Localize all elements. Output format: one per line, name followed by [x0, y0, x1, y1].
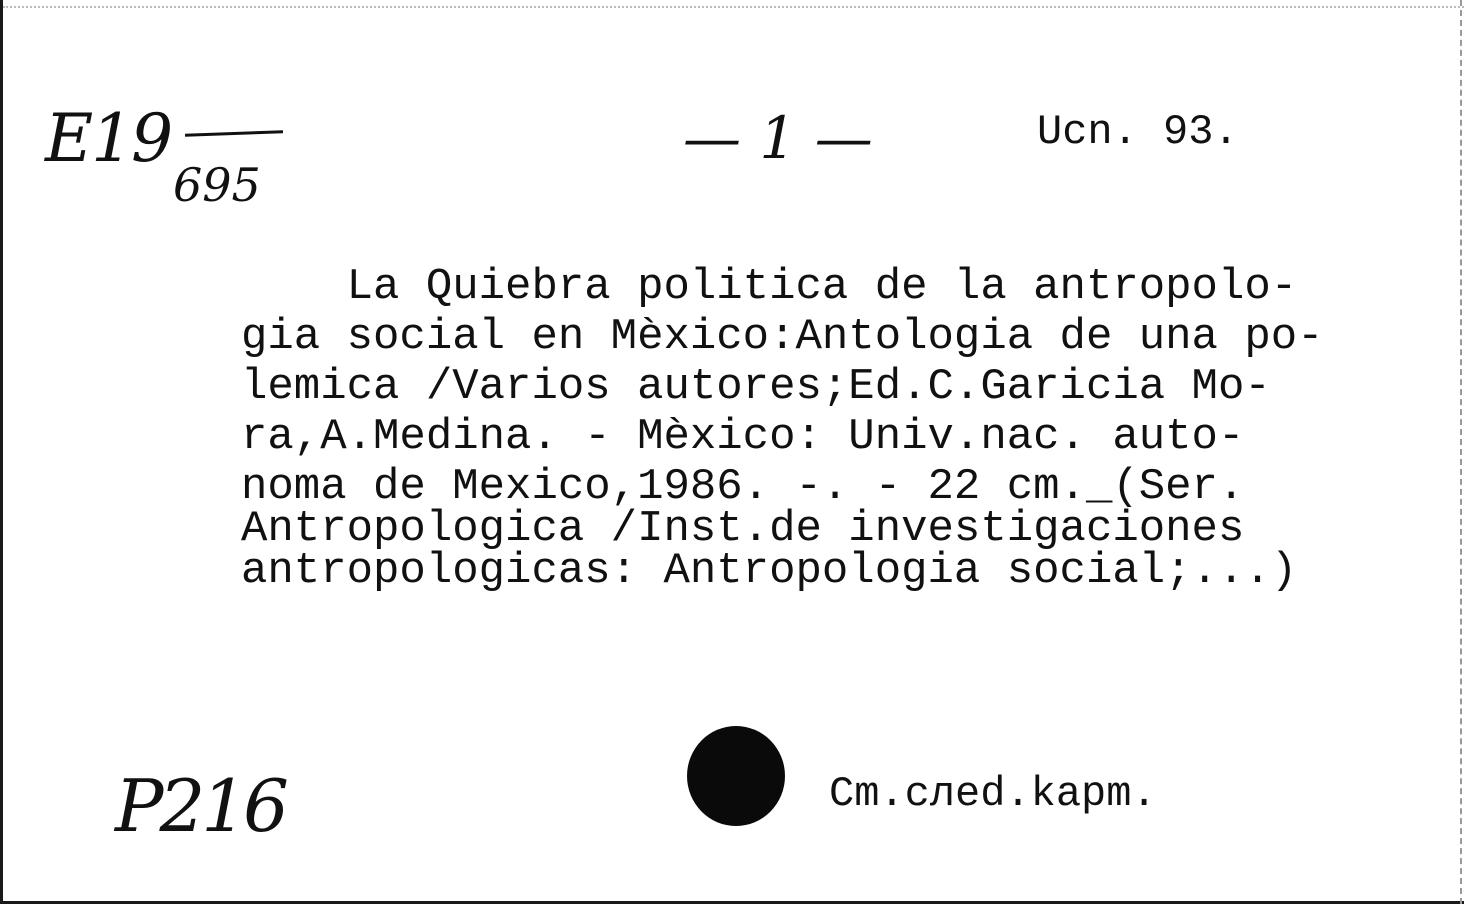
card-number: — 1 —	[683, 104, 873, 172]
shelf-mark-divider	[185, 130, 283, 136]
top-edge-dots	[3, 6, 1464, 8]
right-edge-line	[1460, 0, 1462, 904]
entry-line: noma de Mexico,1986. -. - 22 cm._(Ser.	[241, 462, 1245, 512]
shelf-mark-bottom: 695	[173, 158, 261, 212]
bibliographic-entry	[241, 262, 1441, 596]
language-mark: Ucn. 93.	[1037, 108, 1239, 156]
entry-line: La Quiebra politica de la antropolo-	[241, 262, 1298, 312]
entry-line: ra,A.Medina. - Mèxico: Univ.nac. auto-	[241, 412, 1245, 462]
punch-hole	[687, 726, 785, 826]
entry-line: lemica /Varios autores;Ed.C.Garicia Mo-	[241, 362, 1271, 412]
entry-line: gia social en Mèxico:Antologia de una po-	[241, 312, 1324, 362]
inventory-mark: P216	[115, 764, 285, 848]
entry-line: Antropologica /Inst.de investigaciones	[241, 504, 1245, 554]
entry-line: antropologicas: Antropologia social;...)	[241, 546, 1298, 596]
see-next-card-note: Cm.cлed.kapm.	[829, 770, 1157, 818]
shelf-mark-top: E19	[45, 100, 172, 177]
